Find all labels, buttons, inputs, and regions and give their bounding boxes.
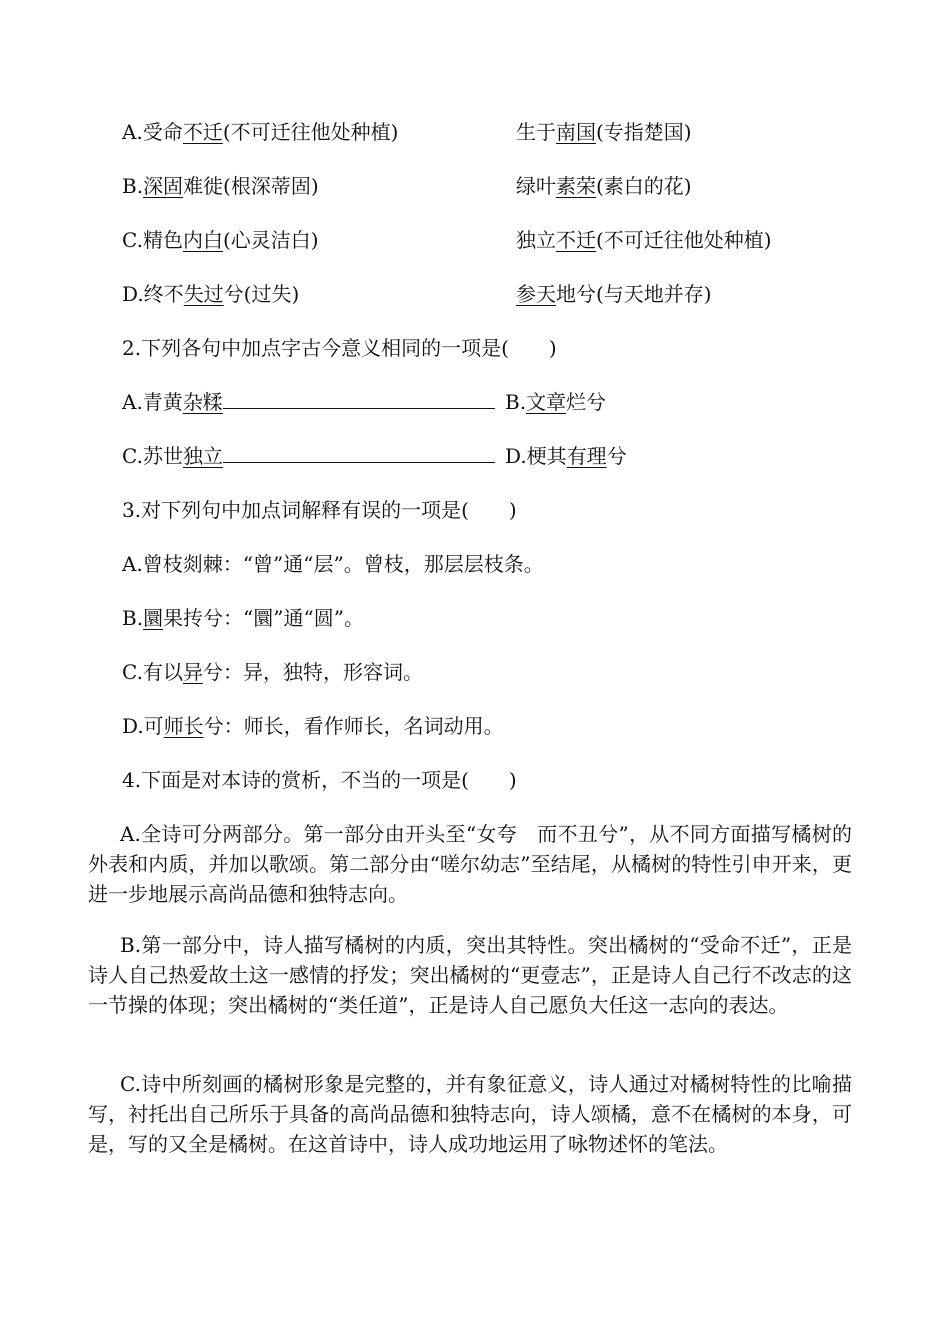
q3-option-b [122, 604, 364, 632]
q1-c-right-underlined: 不迁 [556, 228, 596, 252]
q1-option-d-right [516, 280, 712, 308]
q2-b-post: 烂兮 [566, 390, 607, 414]
q1-b-right-underlined: 素荣 [556, 174, 596, 198]
q2-d-underlined: 有理 [566, 444, 607, 468]
q1-d-right-underlined: 参天 [516, 282, 556, 306]
q3-c-underlined: 异 [182, 660, 203, 684]
q3-d-pre: D.可 [122, 714, 164, 738]
q3-d-post: 兮：师长，看作师长，名词动用。 [203, 714, 504, 738]
q3-b-underlined: 圜 [143, 606, 164, 630]
q1-b-left-underlined: 深固 [143, 174, 184, 198]
q2-b-underlined: 文章 [526, 390, 567, 414]
q3-d-underlined: 师长 [163, 714, 204, 738]
q2-c-pre: C.苏世 [122, 444, 183, 468]
q1-c-left-pre: C.精色 [122, 228, 183, 252]
q1-b-left-post: 难徙(根深蒂固) [183, 174, 319, 198]
q2-option-d [505, 442, 627, 470]
q3-option-c [122, 658, 423, 686]
q4-option-c: C.诗中所刻画的橘树形象是完整的，并有象征意义，诗人通过对橘树特性的比喻描写，衬托出自己所乐于具备的高尚品德和独特志向，诗人颂橘，意不在橘树的本身，可是，写的又全是橘树。在这首诗中，诗人成功地运用了咏物述怀的笔法。 [88, 1072, 852, 1156]
q4-option-a: A.全诗可分两部分。第一部分由开头至“女夸 而不丑兮”，从不同方面描写橘树的外表和内质，并加以歌颂。第二部分由“嗟尔幼志”至结尾，从橘树的特性引申开来，更进一步地展示高尚品德和独特志向。 [88, 822, 852, 906]
q1-a-right-pre: 生于 [516, 120, 556, 144]
q1-c-left-underlined: 内白 [182, 228, 223, 252]
q1-a-left-underlined: 不迁 [182, 120, 223, 144]
q1-c-right-post: (不可迁往他处种植) [596, 228, 772, 252]
q2-d-pre: D.梗其 [505, 444, 567, 468]
q3-b-pre: B. [122, 606, 144, 630]
q3-option-a: A.曾枝剡棘：“曾”通“层”。曾枝，那层层枝条。 [122, 552, 544, 576]
q2-option-b [505, 388, 606, 416]
q1-option-b-right [516, 172, 692, 200]
q3-option-d [122, 712, 504, 740]
q2-b-pre: B. [505, 390, 527, 414]
q1-option-a-right [516, 118, 692, 146]
q1-option-c-right [516, 226, 772, 254]
q1-c-right-pre: 独立 [516, 228, 556, 252]
q2-c-underlined: 独立 [182, 444, 223, 468]
q3-b-post: 果抟兮：“圜”通“圆”。 [163, 606, 364, 630]
q2-d-post: 兮 [606, 444, 627, 468]
q1-option-c-left [122, 226, 319, 254]
q1-option-a-left [122, 118, 398, 146]
q3-stem: 3.对下列句中加点词解释有误的一项是( ) [122, 498, 517, 522]
q1-a-left-post: (不可迁往他处种植) [222, 120, 399, 144]
q1-b-left-pre: B. [122, 174, 144, 198]
q2-a-answer-blank [223, 388, 495, 409]
q2-a-underlined: 杂糅 [182, 390, 223, 414]
q1-option-b-left [122, 172, 319, 200]
q1-d-left-underlined: 失过 [183, 282, 224, 306]
q2-a-pre: A.青黄 [122, 390, 183, 414]
q2-stem: 2.下列各句中加点字古今意义相同的一项是( ) [122, 336, 557, 360]
q1-c-left-post: (心灵洁白) [222, 228, 319, 252]
q1-b-right-post: (素白的花) [596, 174, 692, 198]
q1-a-right-post: (专指楚国) [596, 120, 692, 144]
q4-option-b: B.第一部分中，诗人描写橘树的内质，突出其特性。突出橘树的“受命不迁”，正是诗人自己热爱故土这一感情的抒发；突出橘树的“更壹志”，正是诗人自己行不改志的这一节操的体现；突出橘树的“类任道”，正是诗人自己愿负大任这一志向的表达。 [88, 933, 852, 1017]
q2-option-c [122, 442, 495, 470]
q1-d-left-post: 兮(过失) [223, 282, 300, 306]
q3-c-pre: C.有以 [122, 660, 183, 684]
q1-option-d-left [122, 280, 299, 308]
q1-a-left-pre: A.受命 [122, 120, 183, 144]
q1-b-right-pre: 绿叶 [516, 174, 556, 198]
q1-d-left-pre: D.终不 [122, 282, 184, 306]
q3-c-post: 兮：异，独特，形容词。 [202, 660, 423, 684]
q4-stem: 4.下面是对本诗的赏析，不当的一项是( ) [122, 768, 517, 792]
q1-a-right-underlined: 南国 [556, 120, 596, 144]
q1-d-right-post: 地兮(与天地并存) [556, 282, 712, 306]
q2-option-a [122, 388, 495, 416]
q2-c-answer-blank [223, 442, 495, 463]
